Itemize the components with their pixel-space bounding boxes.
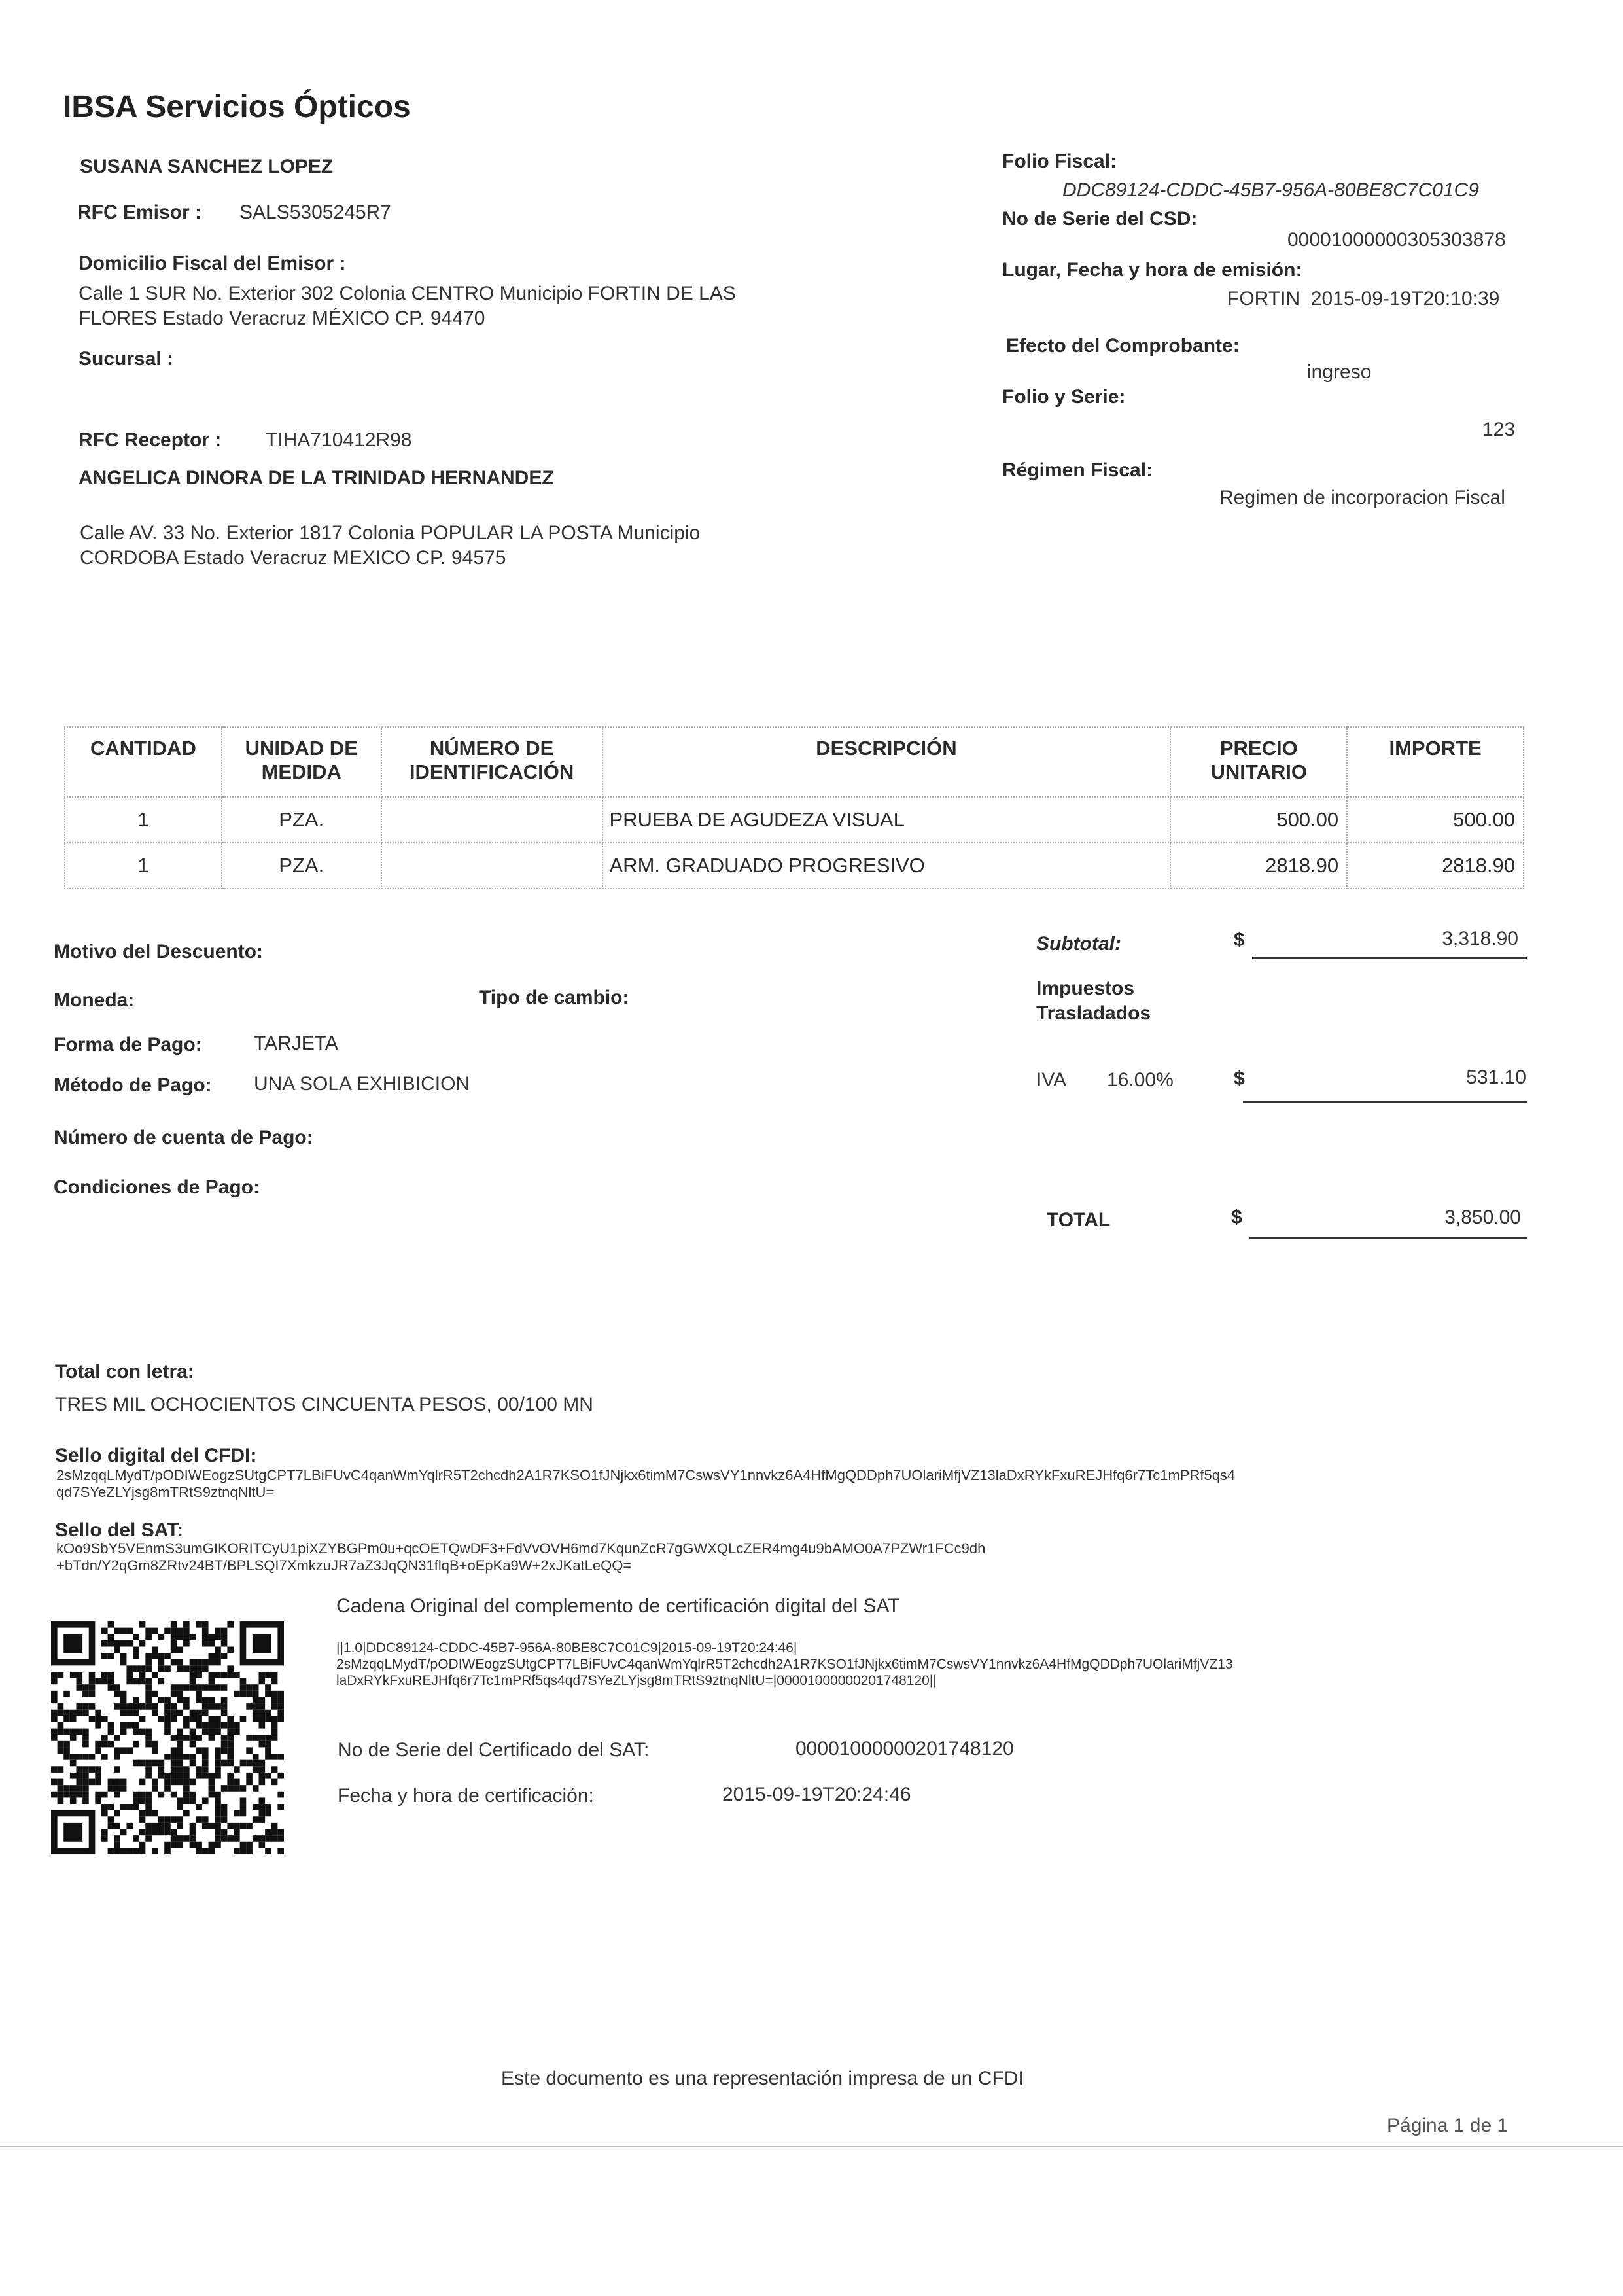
impuestos-label-2: Trasladados [1036,1002,1151,1024]
metodo-pago-label: Método de Pago: [54,1074,212,1096]
tipo-cambio-label: Tipo de cambio: [479,987,629,1008]
cell-descripcion: ARM. GRADUADO PROGRESIVO [602,843,1171,889]
footer-note: Este documento es una representación impresa de un CFDI [501,2068,1024,2089]
total-currency: $ [1231,1207,1242,1228]
regimen-label: Régimen Fiscal: [1002,459,1153,481]
company-name: IBSA Servicios Ópticos [63,90,411,124]
header-precio: PRECIO UNITARIO [1170,727,1347,797]
cell-cantidad: 1 [65,797,222,843]
domicilio-emisor-label: Domicilio Fiscal del Emisor : [79,253,346,274]
rfc-emisor-value: SALS5305245R7 [239,202,391,223]
cell-precio: 2818.90 [1170,843,1347,889]
cell-unidad: PZA. [222,797,381,843]
cadena-line-3: laDxRYkFxuREJHfq6r7Tc1mPRf5qs4qd7SYeZLYjsg8mTRtS9ztnqNltU=|00001000000201748120|| [336,1673,937,1688]
fecha-cert-label: Fecha y hora de certificación: [338,1785,594,1807]
folio-fiscal-label: Folio Fiscal: [1002,150,1117,172]
cert-sat-value: 00001000000201748120 [795,1738,1014,1759]
rfc-receptor-value: TIHA710412R98 [266,429,412,451]
cuenta-pago-label: Número de cuenta de Pago: [54,1127,313,1148]
domicilio-receptor-line-1: Calle AV. 33 No. Exterior 1817 Colonia POPULAR LA POSTA Municipio [80,522,701,544]
items-table [64,726,1524,889]
cadena-line-2: 2sMzqqLMydT/pODIWEogzSUtgCPT7LBiFUvC4qanWmYqlrR5T2chcdh2A1R7KSO1fJNjkx6timM7CswsVY1nnvkz6A4HfMgQDDph7UOlariMfjVZ13 [336,1657,1233,1672]
iva-value: 531.10 [1466,1067,1526,1088]
total-underline [1249,1237,1527,1239]
iva-underline [1243,1101,1527,1103]
page-divider [0,2146,1623,2147]
sello-cfdi-label: Sello digital del CFDI: [55,1445,257,1466]
moneda-label: Moneda: [54,989,135,1011]
folio-serie-value: 123 [1482,419,1516,440]
folio-serie-label: Folio y Serie: [1002,386,1126,408]
header-unidad: UNIDAD DE MEDIDA [222,727,381,797]
receptor-nombre: ANGELICA DINORA DE LA TRINIDAD HERNANDEZ [79,467,554,489]
emisor-nombre: SUSANA SANCHEZ LOPEZ [80,156,334,177]
cell-numero [381,797,602,843]
iva-currency: $ [1234,1068,1245,1089]
cell-precio: 500.00 [1170,797,1347,843]
header-importe: IMPORTE [1347,727,1524,797]
cell-importe: 500.00 [1347,797,1524,843]
lugar-fecha-label: Lugar, Fecha y hora de emisión: [1002,259,1302,281]
metodo-pago-value: UNA SOLA EXHIBICION [254,1073,470,1095]
cell-importe: 2818.90 [1347,843,1524,889]
efecto-label: Efecto del Comprobante: [1006,335,1240,357]
cell-numero [381,843,602,889]
folio-fiscal-value: DDC89124-CDDC-45B7-956A-80BE8C7C01C9 [1062,179,1479,201]
condiciones-pago-label: Condiciones de Pago: [54,1176,260,1198]
cadena-title: Cadena Original del complemento de certificación digital del SAT [336,1595,900,1617]
cell-unidad: PZA. [222,843,381,889]
sello-cfdi-line-1: 2sMzqqLMydT/pODIWEogzSUtgCPT7LBiFUvC4qanWmYqlrR5T2chcdh2A1R7KSO1fJNjkx6timM7CswsVY1nnvkz6A4HfMgQDDph7UOlariMfjVZ13laDxRYkFxuREJHfq6r7Tc1mPRf5qs4 [56,1467,1236,1483]
serie-csd-label: No de Serie del CSD: [1002,208,1198,230]
qr-code-icon [51,1621,284,1854]
lugar-fecha-value: FORTIN 2015-09-19T20:10:39 [1227,288,1500,309]
impuestos-label-1: Impuestos [1036,978,1135,999]
subtotal-currency: $ [1234,929,1245,951]
cadena-line-1: ||1.0|DDC89124-CDDC-45B7-956A-80BE8C7C01C9|2015-09-19T20:24:46| [336,1640,797,1655]
header-cantidad: CANTIDAD [65,727,222,797]
header-descripcion: DESCRIPCIÓN [602,727,1171,797]
cell-cantidad: 1 [65,843,222,889]
fecha-cert-value: 2015-09-19T20:24:46 [722,1784,911,1805]
sello-sat-line-2: +bTdn/Y2qGm8ZRtv24BT/BPLSQI7XmkzuJR7aZ3JqQN31flqB+oEpKa9W+2xJKatLeQQ= [56,1557,632,1574]
total-value: 3,850.00 [1444,1207,1521,1228]
domicilio-receptor-line-2: CORDOBA Estado Veracruz MEXICO CP. 94575 [80,547,506,569]
serie-csd-value: 00001000000305303878 [1287,229,1506,251]
sello-sat-label: Sello del SAT: [55,1519,184,1541]
subtotal-value: 3,318.90 [1442,928,1518,949]
table-row [65,843,1524,889]
iva-rate: 16.00% [1107,1069,1174,1091]
domicilio-emisor-line-2: FLORES Estado Veracruz MÉXICO CP. 94470 [79,308,485,329]
rfc-receptor-label: RFC Receptor : [79,429,222,451]
domicilio-emisor-line-1: Calle 1 SUR No. Exterior 302 Colonia CENTRO Municipio FORTIN DE LAS [79,283,736,304]
forma-pago-value: TARJETA [254,1033,338,1054]
table-header-row [65,727,1524,797]
table-row [65,797,1524,843]
motivo-descuento-label: Motivo del Descuento: [54,941,264,963]
header-numero: NÚMERO DE IDENTIFICACIÓN [381,727,602,797]
sucursal-label: Sucursal : [79,348,174,370]
sello-cfdi-line-2: qd7SYeZLYjsg8mTRtS9ztnqNltU= [56,1484,275,1500]
cert-sat-label: No de Serie del Certificado del SAT: [338,1739,650,1761]
rfc-emisor-label: RFC Emisor : [77,202,202,223]
cell-descripcion: PRUEBA DE AGUDEZA VISUAL [602,797,1171,843]
subtotal-label: Subtotal: [1036,933,1121,955]
regimen-value: Regimen de incorporacion Fiscal [1219,487,1505,508]
iva-label: IVA [1036,1069,1067,1091]
efecto-value: ingreso [1307,361,1372,383]
forma-pago-label: Forma de Pago: [54,1034,202,1055]
total-label: TOTAL [1047,1209,1111,1231]
subtotal-underline [1252,957,1527,959]
sello-sat-line-1: kOo9SbY5VEnmS3umGIKORITCyU1piXZYBGPm0u+qcOETQwDF3+FdVvOVH6md7KqunZcR7gGWXQLcZER4mg4u9bAMO0A7PZWr1FCc9dh [56,1540,986,1557]
total-letra-value: TRES MIL OCHOCIENTOS CINCUENTA PESOS, 00/100 MN [55,1394,593,1415]
total-letra-label: Total con letra: [55,1361,194,1383]
page-number: Página 1 de 1 [1387,2115,1509,2136]
